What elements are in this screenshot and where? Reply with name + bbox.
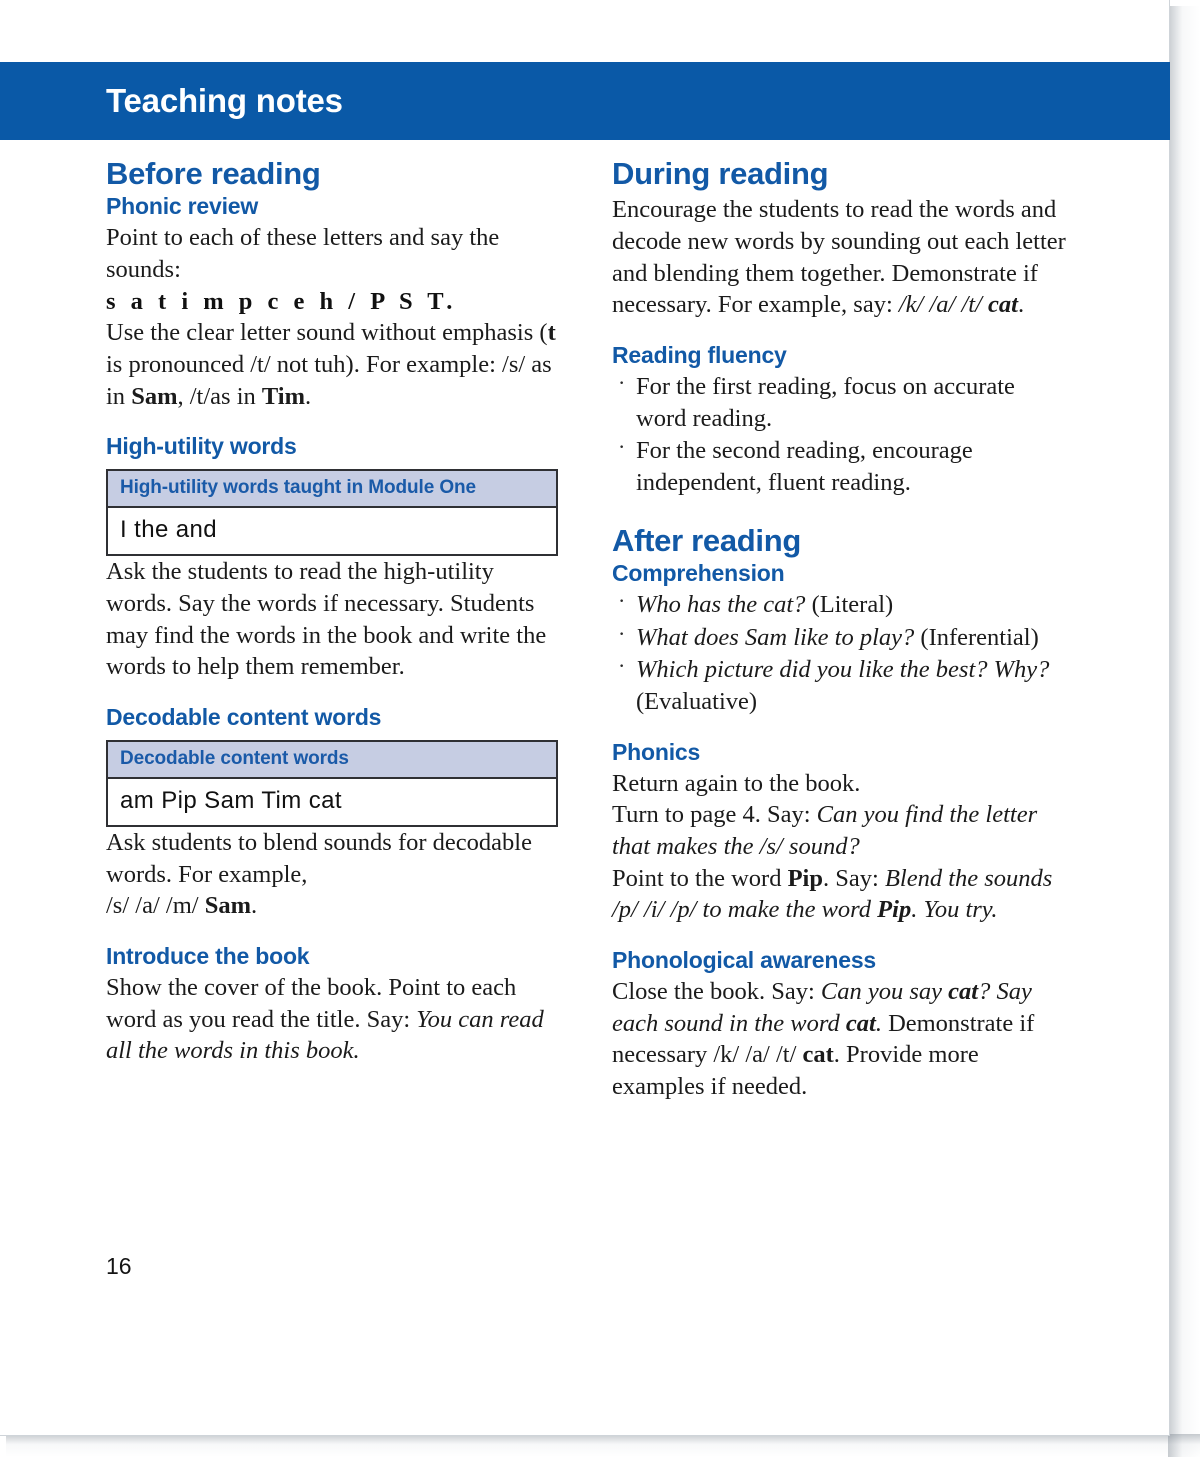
decodable-table-words: am Pip Sam Tim cat	[120, 786, 342, 814]
page-number: 16	[106, 1253, 132, 1279]
phonics-bold-pip-1: Pip	[787, 864, 823, 892]
pa-bold-cat-1: cat	[948, 978, 979, 1005]
phonic-note-text-4: .	[305, 382, 312, 410]
reading-fluency-bullet-2: For the second reading, encourage independent, fluent reading.	[636, 437, 973, 497]
during-reading-paragraph	[612, 194, 1067, 321]
list-item	[612, 435, 1067, 498]
comprehension-question-2: What does Sam like to play?	[636, 623, 915, 651]
heading-comprehension: Comprehension	[612, 560, 785, 587]
heading-high-utility-words: High-utility words	[106, 433, 297, 460]
comprehension-type-2: (Inferential)	[914, 623, 1039, 651]
phonics-line2-quote: Can you find the letter that makes the /s/ sound?	[612, 801, 1038, 861]
comprehension-type-3: (Evaluative)	[636, 688, 758, 716]
list-item	[612, 654, 1067, 717]
phonics-line3-text-1: Point to the word	[612, 864, 788, 892]
during-reading-text: Encourage the students to read the words and decode new words by sounding out each letter and blending them together. Demonstrate if necessary. For example, say:	[612, 196, 1066, 319]
decodable-paragraph-line1: Ask students to blend sounds for decodable words. For example,	[106, 828, 532, 888]
introduce-book-quote: You can read all the words in this book.	[106, 1005, 544, 1065]
list-item	[612, 622, 1067, 654]
pa-text-3: . Provide more examples if needed.	[612, 1041, 979, 1101]
reading-fluency-bullet-1: For the first reading, focus on accurate word reading.	[636, 372, 1015, 432]
pa-quote-2: ? Say each sound in the word	[612, 978, 1032, 1037]
decodable-table-header: Decodable content words	[108, 742, 556, 779]
comprehension-question-1: Who has the cat?	[636, 590, 806, 618]
heading-introduce-the-book: Introduce the book	[106, 943, 310, 970]
decodable-content-words-table	[106, 740, 558, 827]
pa-quote-1: Can you say	[820, 978, 949, 1005]
pa-bold-cat-3: cat	[802, 1041, 834, 1069]
phonics-line-1: Return again to the book.	[612, 769, 861, 797]
phonic-note-text-2: is pronounced /t/ not tuh). For example: /s/ as in	[106, 350, 552, 410]
heading-reading-fluency: Reading fluency	[612, 342, 787, 369]
during-reading-sounds: /k/ /a/ /t/	[898, 291, 989, 319]
teaching-notes-banner	[0, 62, 1170, 140]
section-title-before-reading: Before reading	[106, 156, 321, 191]
decodable-bold-sam: Sam	[204, 892, 251, 920]
bullet-dot-icon: ·	[618, 434, 626, 460]
decodable-paragraph-line2	[106, 890, 561, 922]
heading-phonological-awareness: Phonological awareness	[612, 947, 877, 974]
phonic-review-note	[106, 317, 561, 412]
during-reading-bold-cat: cat	[988, 291, 1018, 319]
bullet-dot-icon: ·	[618, 369, 626, 395]
phonological-awareness-paragraph	[612, 976, 1067, 1103]
heading-decodable-content-words: Decodable content words	[106, 704, 382, 731]
section-title-after-reading: After reading	[612, 522, 802, 558]
phonic-note-text-3: , /t/as in	[177, 382, 262, 410]
phonic-review-intro: Point to each of these letters and say the sounds:	[106, 224, 500, 283]
pa-text-2: Demonstrate if necessary /k/ /a/ /t/	[612, 1009, 1035, 1069]
right-column	[612, 158, 1067, 1103]
reading-fluency-bullets	[612, 371, 1067, 499]
high-utility-table-words: I the and	[120, 516, 218, 544]
phonic-note-bold-tim: Tim	[261, 382, 305, 410]
phonic-note-text-1: Use the clear letter sound without emphasis (	[106, 319, 548, 347]
heading-phonic-review: Phonic review	[106, 193, 259, 220]
list-item	[612, 371, 1067, 434]
page-shadow-bottom	[6, 1434, 1200, 1457]
introduce-book-paragraph	[106, 972, 561, 1067]
list-item	[612, 589, 1067, 621]
comprehension-question-3: Which picture did you like the best? Why?	[636, 656, 1050, 684]
high-utility-table-header: High-utility words taught in Module One	[108, 471, 556, 508]
during-reading-period: .	[1017, 291, 1025, 319]
banner-title: Teaching notes	[106, 82, 343, 119]
section-title-during-reading: During reading	[612, 156, 829, 191]
phonic-review-letters: s a t i m p c e h / P S T.	[106, 287, 457, 315]
phonic-note-bold-sam: Sam	[131, 382, 178, 410]
comprehension-bullets	[612, 589, 1067, 718]
pa-bold-cat-2: cat	[845, 1009, 876, 1037]
phonics-line3-text-2: . Say:	[823, 864, 885, 892]
high-utility-words-table	[106, 469, 558, 556]
pa-quote-3: .	[875, 1009, 882, 1037]
bullet-dot-icon: ·	[618, 620, 626, 646]
phonics-bold-pip-2: Pip	[877, 896, 912, 924]
two-column-body	[0, 158, 1170, 1103]
high-utility-paragraph: Ask the students to read the high-utility words. Say the words if necessary. Students may find the words in the book and write the words to help them remember.	[106, 558, 547, 681]
phonics-line3-quote-1: Blend the sounds /p/ /i/ /p/ to make the word	[612, 864, 1053, 924]
decodable-sounds: /s/ /a/ /m/	[106, 892, 205, 920]
bullet-dot-icon: ·	[618, 587, 626, 613]
heading-phonics: Phonics	[612, 738, 701, 765]
phonics-line2-text: Turn to page 4. Say:	[612, 801, 817, 829]
phonics-line3-quote-2: . You try.	[911, 896, 998, 924]
introduce-book-text: Show the cover of the book. Point to each word as you read the title. Say:	[106, 973, 517, 1033]
left-column	[106, 158, 561, 1103]
page-shadow-right	[1168, 6, 1200, 1457]
phonics-line-2	[612, 799, 1067, 862]
comprehension-type-1: (Literal)	[805, 590, 894, 618]
decodable-period: .	[250, 892, 258, 920]
phonics-line-3	[612, 863, 1067, 926]
bullet-dot-icon: ·	[618, 653, 626, 679]
phonic-note-bold-t: t	[547, 319, 556, 347]
pa-text-1: Close the book. Say:	[612, 978, 821, 1005]
